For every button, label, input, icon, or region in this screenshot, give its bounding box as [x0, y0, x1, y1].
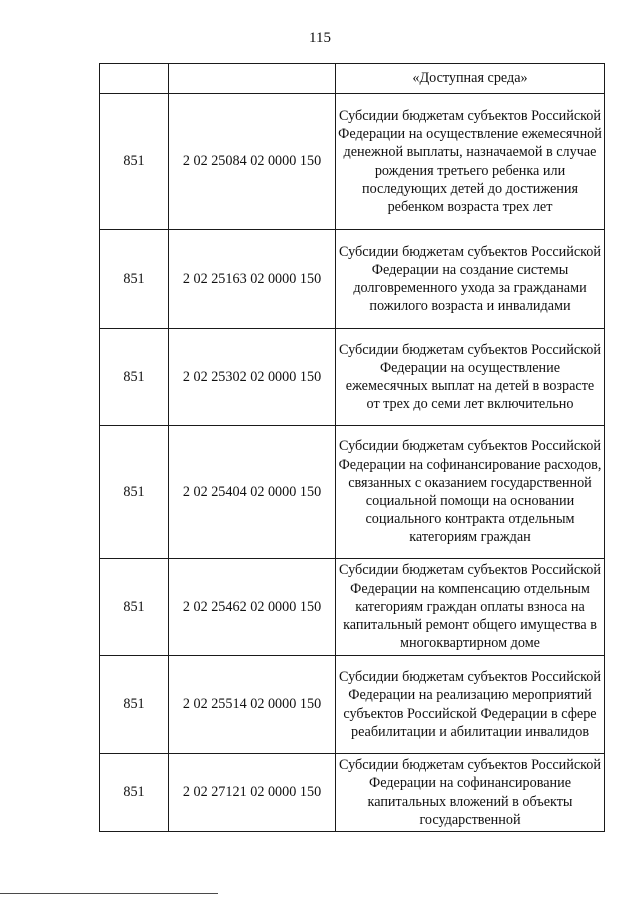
admin-code-cell — [100, 64, 169, 94]
budget-classification-code-cell — [169, 64, 336, 94]
page-number: 115 — [309, 30, 331, 46]
table-row — [100, 94, 605, 230]
table-row — [100, 64, 605, 94]
table-row — [100, 230, 605, 329]
table-row — [100, 754, 605, 832]
admin-code-cell: 851 — [100, 559, 169, 656]
table-row — [100, 559, 605, 656]
budget-classification-code-cell: 2 02 25163 02 0000 150 — [169, 230, 336, 329]
description-cell: Субсидии бюджетам субъектов Российской Федерации на компенсацию отдельным категориям граждан оплаты взноса на капитальный ремонт общего имущества в многоквартирном доме — [336, 559, 605, 656]
budget-classification-code-cell: 2 02 25404 02 0000 150 — [169, 426, 336, 559]
admin-code-cell: 851 — [100, 656, 169, 754]
description-cell: Субсидии бюджетам субъектов Российской Федерации на осуществление ежемесячных выплат на детей в возрасте от трех до семи лет включительно — [336, 329, 605, 426]
admin-code-cell: 851 — [100, 426, 169, 559]
description-cell: Субсидии бюджетам субъектов Российской Федерации на осуществление ежемесячной денежной выплаты, назначаемой в случае рождения третьего ребенка или последующих детей до достижения ребенком возраста трех лет — [336, 94, 605, 230]
admin-code-cell: 851 — [100, 230, 169, 329]
bottom-divider-line — [0, 893, 218, 894]
description-cell: «Доступная среда» — [336, 64, 605, 94]
table-row — [100, 426, 605, 559]
budget-classification-code-cell: 2 02 25462 02 0000 150 — [169, 559, 336, 656]
description-cell: Субсидии бюджетам субъектов Российской Федерации на софинансирование расходов, связанных с оказанием государственной социальной помощи на основании социального контракта отдельным категориям граждан — [336, 426, 605, 559]
description-cell: Субсидии бюджетам субъектов Российской Федерации на софинансирование капитальных вложений в объекты государственной — [336, 754, 605, 832]
admin-code-cell: 851 — [100, 94, 169, 230]
admin-code-cell: 851 — [100, 754, 169, 832]
budget-classification-code-cell: 2 02 27121 02 0000 150 — [169, 754, 336, 832]
budget-classification-code-cell: 2 02 25514 02 0000 150 — [169, 656, 336, 754]
table-row — [100, 656, 605, 754]
admin-code-cell: 851 — [100, 329, 169, 426]
table-row — [100, 329, 605, 426]
budget-classification-code-cell: 2 02 25302 02 0000 150 — [169, 329, 336, 426]
description-cell: Субсидии бюджетам субъектов Российской Федерации на реализацию мероприятий субъектов Российской Федерации в сфере реабилитации и абилитации инвалидов — [336, 656, 605, 754]
budget-classification-code-cell: 2 02 25084 02 0000 150 — [169, 94, 336, 230]
description-cell: Субсидии бюджетам субъектов Российской Федерации на создание системы долговременного ухода за гражданами пожилого возраста и инвалидами — [336, 230, 605, 329]
budget-revenue-table — [99, 63, 605, 832]
